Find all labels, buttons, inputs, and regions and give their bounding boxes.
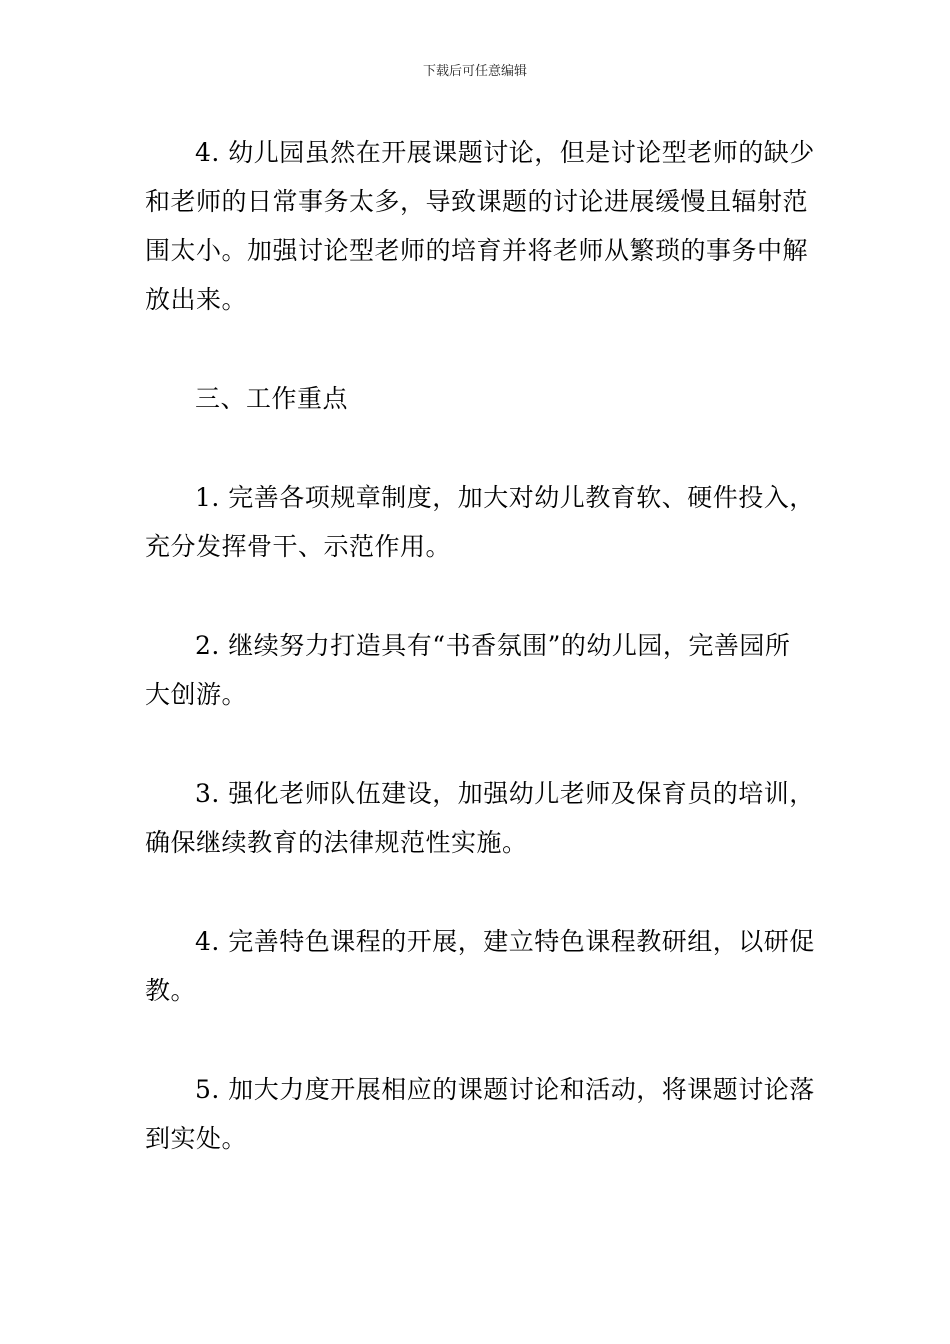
paragraph-gap [145,571,815,621]
document-body [145,128,815,1163]
paragraph-gap [145,324,815,374]
section-heading-work-focus: 三、工作重点 [195,384,349,413]
paragraph-gap [145,423,815,473]
paragraph-focus-3: 3. 强化老师队伍建设，加强幼儿老师及保育员的培训，确保继续教育的法律规范性实施。 [145,779,815,857]
paragraph-gap [145,1015,815,1065]
paragraph-focus-4: 4. 完善特色课程的开展，建立特色课程教研组，以研促教。 [145,927,815,1005]
paragraph-focus-1: 1. 完善各项规章制度，加大对幼儿教育软、硬件投入，充分发挥骨干、示范作用。 [145,483,815,561]
paragraph-focus-5: 5. 加大力度开展相应的课题讨论和活动，将课题讨论落到实处。 [145,1075,815,1153]
paragraph-gap [145,867,815,917]
paragraph-gap [145,719,815,769]
page-header: 下载后可任意编辑 [422,64,527,79]
paragraph-focus-2: 2. 继续努力打造具有“书香氛围”的幼儿园，完善园所大创游。 [145,631,791,709]
paragraph-problem-4: 4. 幼儿园虽然在开展课题讨论，但是讨论型老师的缺少和老师的日常事务太多，导致课题的讨论进展缓慢且辐射范围太小。加强讨论型老师的培育并将老师从繁琐的事务中解放出来。 [145,138,815,314]
